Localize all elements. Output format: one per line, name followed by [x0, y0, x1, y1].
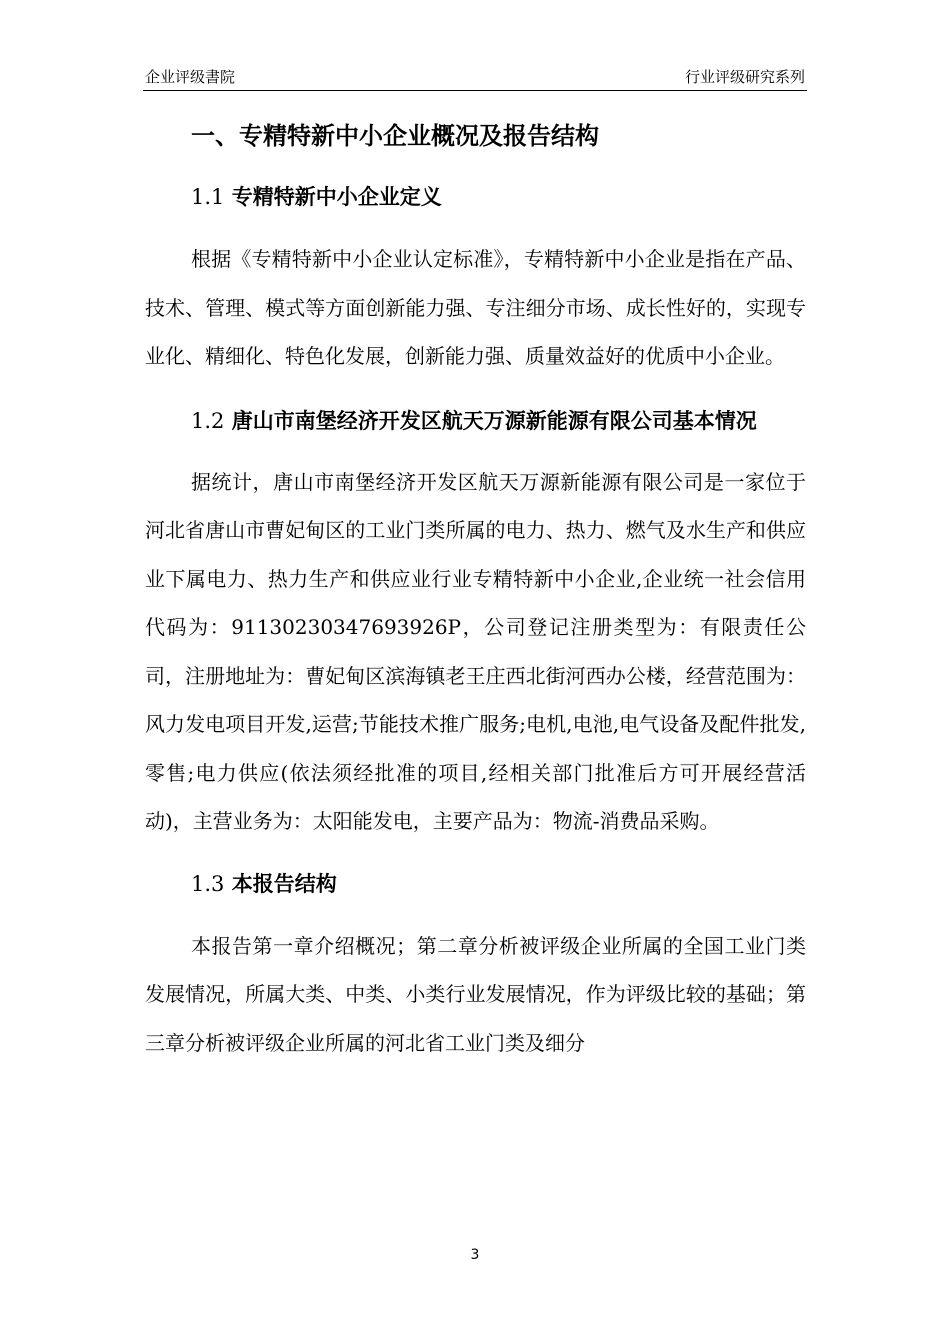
page-number: 3 — [470, 1247, 480, 1263]
section-number: 1.3 — [191, 871, 225, 896]
page-header — [143, 64, 807, 91]
section-paragraph: 本报告第一章介绍概况；第二章分析被评级企业所属的全国工业门类发展情况，所属大类、中类、小类行业发展情况，作为评级比较的基础；第三章分析被评级企业所属的河北省工业门类及细分 — [145, 933, 806, 1055]
section-paragraph: 根据《专精特新中小企业认定标准》，专精特新中小企业是指在产品、技术、管理、模式等方面创新能力强、专注细分市场、成长性好的，实现专业化、精细化、特色化发展，创新能力强、质量效益好的优质中小企业。 — [145, 247, 806, 368]
document-body — [145, 112, 806, 1081]
header-right-text: 行业评级研究系列 — [684, 68, 805, 86]
section-number: 1.1 — [191, 185, 225, 209]
section-heading — [145, 395, 806, 448]
section-paragraph: 据统计，唐山市南堡经济开发区航天万源新能源有限公司是一家位于河北省唐山市曹妃甸区的工业门类所属的电力、热力、燃气及水生产和供应业下属电力、热力生产和供应业行业专精特新中小企业,企业统一社会信用代码为：91130230347693926P，公司登记注册类型为：有限责任公司，注册地址为：曹妃甸区滨海镇老王庄西北街河西办公楼，经营范围为：风力发电项目开发,运营;节能技术推广服务;电机,电池,电气设备及配件批发,零售;电力供应(依法须经批准的项目,经相关部门批准后方可开展经营活动)，主营业务为：太阳能发电，主要产品为：物流-消费品采购。 — [145, 469, 806, 833]
section-title: 专精特新中小企业定义 — [231, 185, 442, 209]
section-heading — [145, 860, 806, 908]
section-title: 本报告结构 — [231, 871, 337, 896]
header-left-text: 企业评级書院 — [145, 68, 236, 86]
section-title: 唐山市南堡经济开发区航天万源新能源有限公司基本情况 — [231, 408, 757, 433]
section-heading — [145, 173, 806, 221]
chapter-title: 一、专精特新中小企业概况及报告结构 — [191, 122, 599, 150]
section-number: 1.2 — [191, 408, 225, 433]
